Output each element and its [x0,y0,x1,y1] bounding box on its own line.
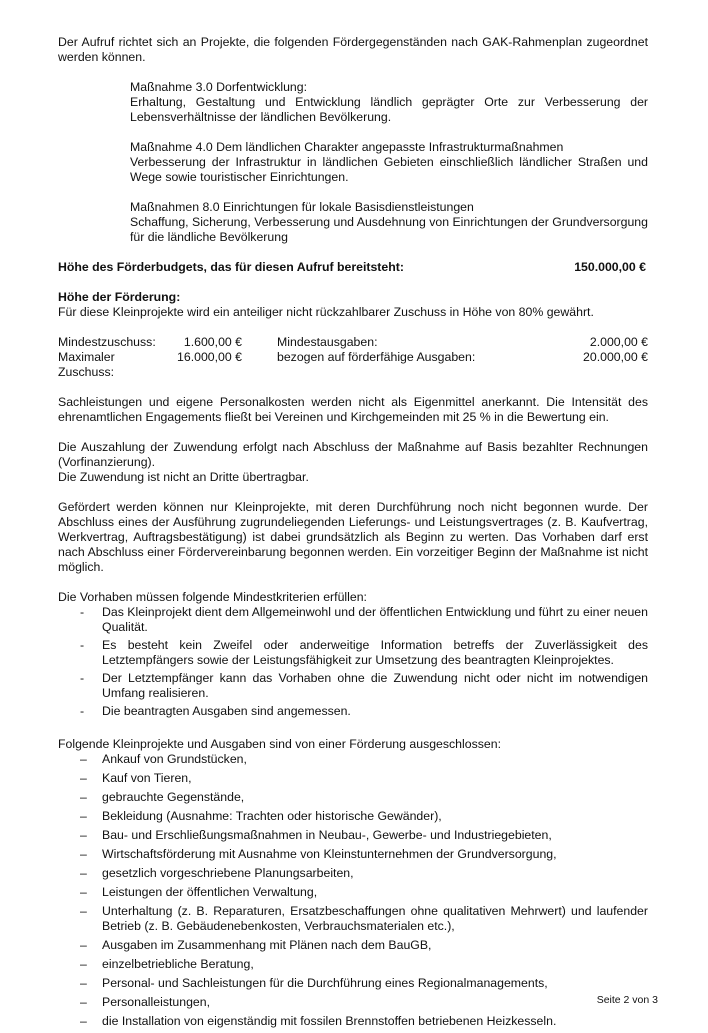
dash-bullet-icon: – [80,790,87,804]
min-expense-label: Mindestausgaben: [277,335,378,349]
measure-text: Erhaltung, Gestaltung und Entwicklung ländlich geprägter Orte zur Verbesserung der Lebensverhältnisse der ländlichen Bevölkerung. [130,95,648,124]
dash-bullet-icon: – [80,885,87,899]
budget-value: 150.000,00 € [574,260,646,274]
dash-bullet-icon: - [80,671,85,685]
document-page [58,35,648,1033]
list-item: – Ankauf von Grundstücken, [80,752,247,766]
measure-3 [130,80,648,125]
dash-bullet-icon: – [80,847,87,861]
dash-bullet-icon: – [80,1014,87,1028]
list-item: – die Installation von eigenständig mit fossilen Brennstoffen betriebenen Heizkesseln. [80,1014,557,1028]
uebertragbar-paragraph: Die Zuwendung ist nicht an Dritte übertragbar. [58,470,309,484]
budget-label: Höhe des Förderbudgets, das für diesen Aufruf bereitsteht: [58,260,404,274]
list-item: – Leistungen der öffentlichen Verwaltung, [80,885,318,899]
dash-bullet-icon: – [80,809,87,823]
list-item: – Personal- und Sachleistungen für die Durchführung eines Regionalmanagements, [80,976,548,990]
list-item: – Bekleidung (Ausnahme: Trachten oder historische Gewänder), [80,809,442,823]
budget-line [58,260,648,275]
dash-bullet-icon: – [80,771,87,785]
measure-title: Maßnahme 4.0 Dem ländlichen Charakter angepasste Infrastrukturmaßnahmen [130,140,564,154]
dash-bullet-icon: – [80,866,87,880]
dash-bullet-icon: – [80,995,87,1009]
list-item: - Das Kleinprojekt dient dem Allgemeinwohl und der öffentlichen Entwicklung und führt zu einer neuen Qualität. [80,605,648,634]
min-grant-value: 1.600,00 € [183,335,242,349]
list-item: – Kauf von Tieren, [80,771,192,785]
list-item: – Bau- und Erschließungsmaßnahmen in Neubau-, Gewerbe- und Industriegebieten, [80,828,552,842]
list-item: - Die beantragten Ausgaben sind angemessen. [80,704,351,718]
funding-amounts-table [58,335,648,380]
eligible-expense-value: 20.000,00 € [583,350,648,364]
sachleistungen-paragraph: Sachleistungen und eigene Personalkosten werden nicht als Eigenmittel anerkannt. Die Intensität des ehrenamtlichen Engagements fließt bei Vereinen und Kirchgemeinden mit 25 % in die Bewertung ein. [58,395,648,424]
dash-bullet-icon: – [80,752,87,766]
dash-bullet-icon: – [80,976,87,990]
excluded-heading: Folgende Kleinprojekte und Ausgaben sind von einer Förderung ausgeschlossen: [58,737,501,751]
gefoerdert-paragraph: Gefördert werden können nur Kleinprojekte, mit deren Durchführung noch nicht begonnen wurde. Der Abschluss eines der Ausführung zugrundeliegenden Lieferungs- und Leistungsvertrages (z. B. Kaufvertrag, Werkvertrag, Auftragsbestätigung) ist dabei grundsätzlich als Beginn zu werten. Das Vorhaben darf erst nach Abschluss einer Fördervereinbarung begonnen werden. Ein vorzeitiger Beginn der Maßnahme ist nicht möglich. [58,500,648,574]
measure-8 [130,200,648,245]
min-expense-value: 2.000,00 € [589,335,648,349]
measure-title: Maßnahme 3.0 Dorfentwicklung: [130,80,308,94]
auszahlung-paragraph: Die Auszahlung der Zuwendung erfolgt nach Abschluss der Maßnahme auf Basis bezahlter Rechnungen (Vorfinanzierung). [58,440,648,469]
funding-text: Für diese Kleinprojekte wird ein anteiliger nicht rückzahlbarer Zuschuss in Höhe von 80% gewährt. [58,305,594,319]
min-grant-label: Mindestzuschuss: [58,335,156,349]
list-item: – Personalleistungen, [80,995,211,1009]
intro-paragraph: Der Aufruf richtet sich an Projekte, die folgenden Fördergegenständen nach GAK-Rahmenplan zugeordnet werden können. [58,35,648,64]
measure-title: Maßnahmen 8.0 Einrichtungen für lokale Basisdienstleistungen [130,200,474,214]
page-number: Seite 2 von 3 [596,994,658,1006]
measure-text: Schaffung, Sicherung, Verbesserung und Ausdehnung von Einrichtungen der Grundversorgung für die ländliche Bevölkerung [130,215,648,244]
dash-bullet-icon: - [80,704,85,718]
dash-bullet-icon: - [80,605,85,619]
measure-text: Verbesserung der Infrastruktur in ländlichen Gebieten einschließlich ländlicher Straßen und Wege sowie touristischer Einrichtungen. [130,155,648,184]
list-item: – gesetzlich vorgeschriebene Planungsarbeiten, [80,866,354,880]
list-item: – Ausgaben im Zusammenhang mit Plänen nach dem BauGB, [80,938,432,952]
measure-4 [130,140,648,185]
funding-heading: Höhe der Förderung: [58,290,181,304]
eligible-expense-label: bezogen auf förderfähige Ausgaben: [277,350,476,364]
criteria-heading: Die Vorhaben müssen folgende Mindestkriterien erfüllen: [58,590,367,604]
dash-bullet-icon: – [80,957,87,971]
list-item: – Unterhaltung (z. B. Reparaturen, Ersatzbeschaffungen ohne qualitativen Mehrwert) und laufender Betrieb (z. B. Gebäudenebenkosten, Verbrauchsmaterialen etc.), [80,904,648,933]
list-item: – gebrauchte Gegenstände, [80,790,245,804]
list-item: - Der Letztempfänger kann das Vorhaben ohne die Zuwendung nicht oder nicht im notwendigen Umfang realisieren. [80,671,648,700]
list-item: – einzelbetriebliche Beratung, [80,957,254,971]
list-item: - Es besteht kein Zweifel oder anderweitige Information betreffs der Zuverlässigkeit des Letztempfängers sowie der Leistungsfähigkeit zur Umsetzung des beantragten Kleinprojektes. [80,638,648,667]
dash-bullet-icon: – [80,904,87,918]
dash-bullet-icon: - [80,638,85,652]
dash-bullet-icon: – [80,828,87,842]
dash-bullet-icon: – [80,938,87,952]
max-grant-value: 16.000,00 € [177,350,242,364]
list-item: – Wirtschaftsförderung mit Ausnahme von Kleinstunternehmen der Grundversorgung, [80,847,557,861]
excluded-list [58,752,648,1029]
criteria-list [58,605,648,719]
max-grant-label: Maximaler Zuschuss: [58,350,115,379]
